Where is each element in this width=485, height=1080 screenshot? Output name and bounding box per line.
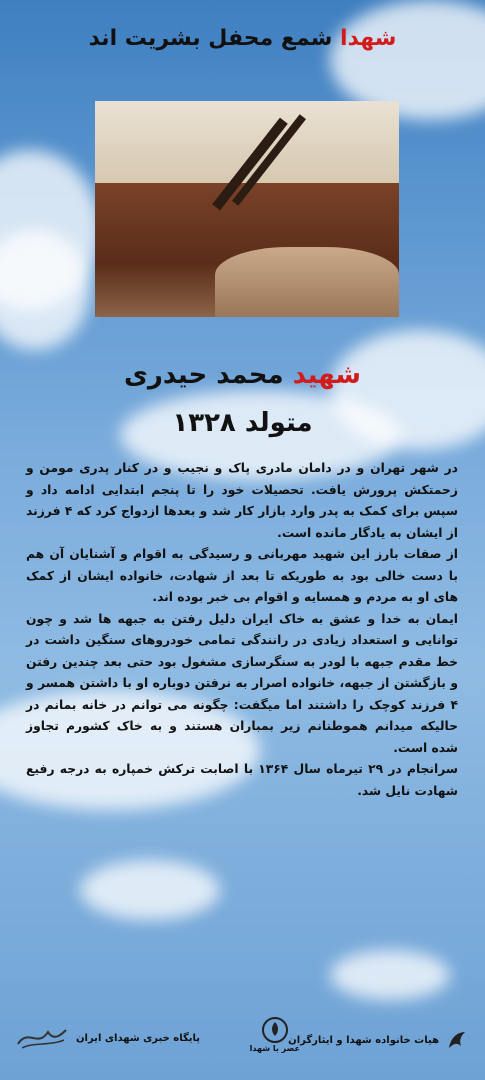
martyr-prefix: شهید (292, 360, 361, 390)
title-highlight: شهدا (339, 26, 397, 51)
bird-logo-icon (443, 1026, 471, 1054)
tulip-emblem-icon (261, 1016, 289, 1044)
footer-org1-label: هیات خانواده شهدا و ایثارگران (288, 1034, 439, 1046)
cloud (80, 860, 220, 920)
cloud (330, 950, 450, 1000)
martyr-name-text: محمد حیدری (124, 360, 293, 390)
martyr-name (0, 360, 485, 390)
footer-org-news (14, 1024, 200, 1052)
calligraphy-logo-icon (14, 1024, 70, 1052)
footer-org3-label: پایگاه خبری شهدای ایران (76, 1032, 201, 1044)
martyr-photo (95, 101, 399, 317)
footer (0, 1010, 485, 1070)
bio-paragraph: سرانجام در ۲۹ تیرماه سال ۱۳۶۴ با اصابت ترکش خمپاره به درجه رفیع شهادت نایل شد. (26, 762, 459, 798)
bio-paragraph: ایمان به خدا و عشق به خاک ایران دلیل رفتن به جبهه ها شد و چون توانایی و استعداد زیادی در رانندگی تمامی خودروهای سنگین داشت در خط مقدم جبهه با لودر به سنگرسازی مشغول بود حتی بعد چندین رفتن و بازگشتن از جبهه، خانواده اصرار به نرفتن دوباره او با داشتن همسر و ۴ فرزند کوچک را داشتند اما میگفت: چگونه می توانم در خانه بمانم در حالیکه میدانم هموطنانم زیر بمباران هستند و به خاک کشورم تجاوز شده است. (26, 611, 458, 755)
bio-paragraph: از صفات بارز این شهید مهربانی و رسیدگی به اقوام و آشنایان آن هم با دست خالی بود به طوریکه تا بعد از شهادت، خانواده ایشان از کمک های او به مردم و همسایه و اقوام بی خبر بوده اند. (26, 547, 458, 604)
page-title (0, 26, 485, 51)
footer-org-asr (250, 1016, 300, 1053)
footer-org-hayat (288, 1026, 471, 1054)
title-rest: شمع محفل بشریت اند (88, 26, 340, 51)
biography (26, 458, 458, 802)
bio-paragraph: در شهر تهران و در دامان مادری پاک و نجیب و در کنار پدری مومن و زحمتکش پرورش یافت. تحصیلات خود را تا پنجم ابتدایی ادامه داد و سپس برای کمک به پدر وارد بازار کار شد و بعدها ازدواج کرد که ۴ فرزند از ایشان به یادگار مانده است. (26, 461, 458, 540)
footer-org2-label: عصر با شهدا (249, 1044, 300, 1053)
birth-year: متولد ۱۳۲۸ (172, 408, 313, 438)
